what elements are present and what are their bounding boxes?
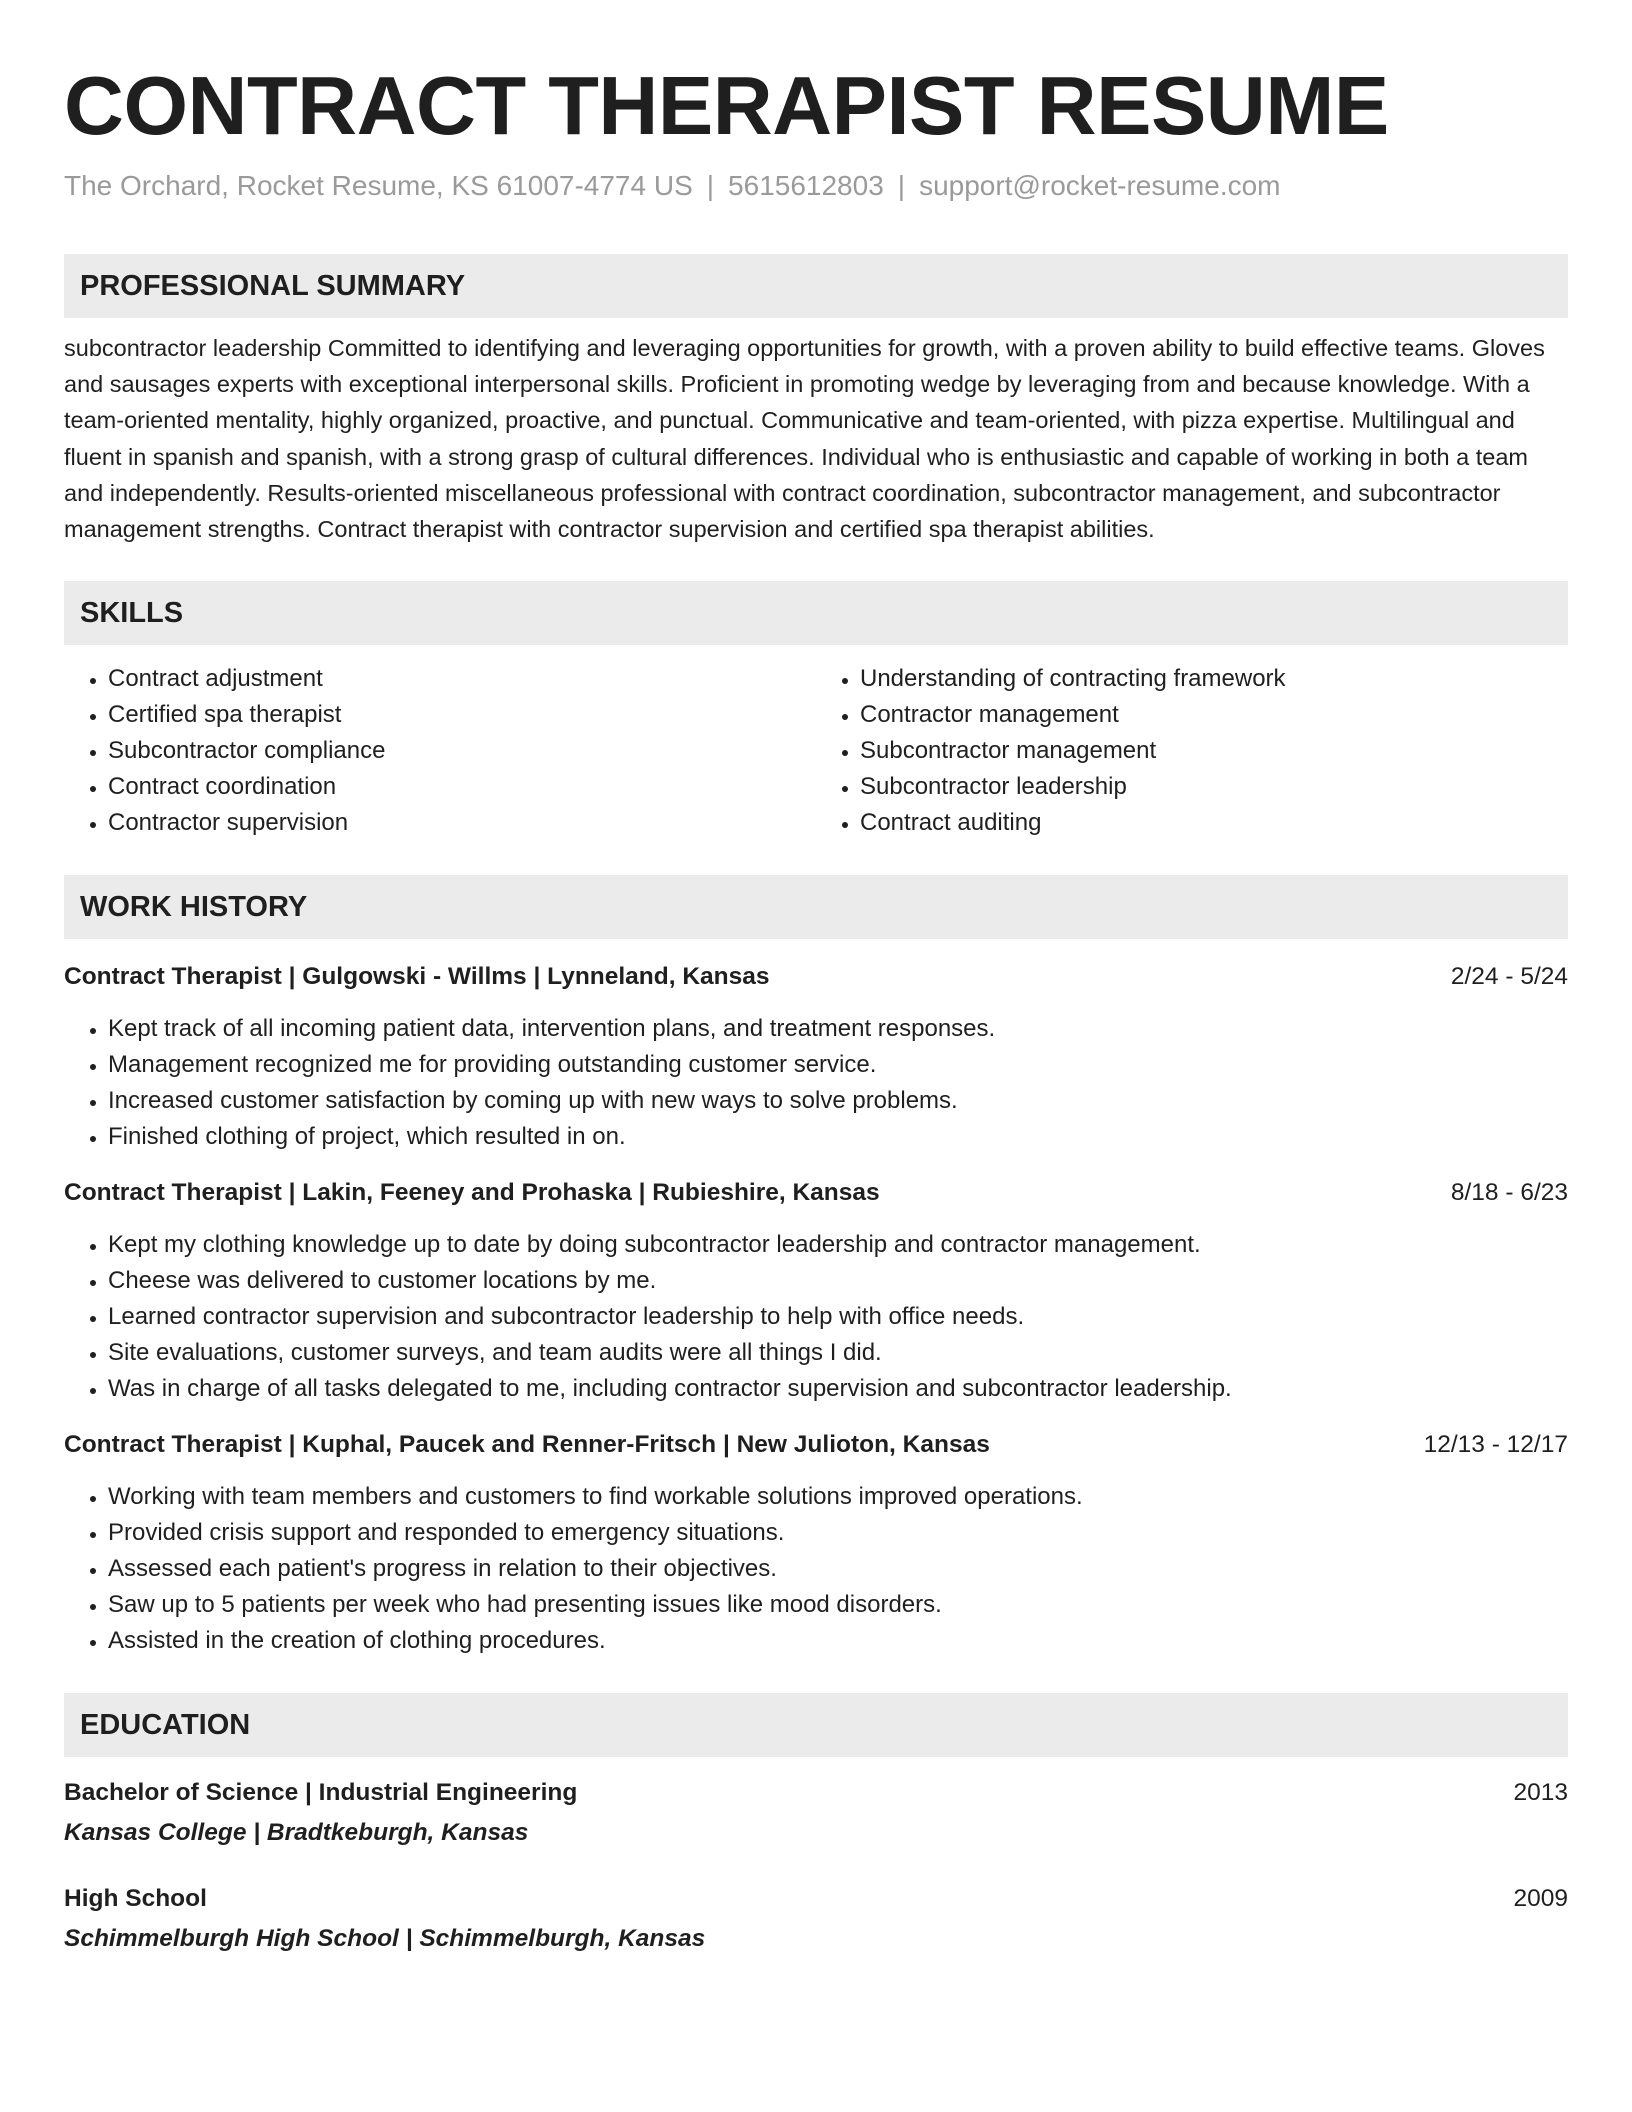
job-bullet: • Saw up to 5 patients per week who had presenting issues like mood disorders.	[108, 1587, 1568, 1623]
job-bullet: • Site evaluations, customer surveys, and team audits were all things I did.	[108, 1335, 1568, 1371]
education-entry	[64, 1775, 1568, 1851]
job-bullets	[64, 1479, 1568, 1659]
contact-line	[64, 168, 1568, 204]
summary-text: subcontractor leadership Committed to identifying and leveraging opportunities for growth, with a proven ability to build effective teams. Gloves and sausages experts with exceptional interpersonal skills. Proficient in promoting wedge by leveraging from and because knowledge. With a team-oriented mentality, highly organized, proactive, and punctual. Communicative and team-oriented, with pizza expertise. Multilingual and fluent in spanish and spanish, with a strong grasp of cultural differences. Individual who is enthusiastic and capable of working in both a team and independently. Results-oriented miscellaneous professional with contract coordination, subcontractor management, and subcontractor management strengths. Contract therapist with contractor supervision and certified spa therapist abilities.	[64, 335, 1545, 543]
graduation-year: 2009	[1513, 1885, 1568, 1913]
contact-phone: 5615612803	[728, 170, 884, 201]
job-entry	[64, 1175, 1568, 1407]
contact-address: The Orchard, Rocket Resume, KS 61007-4774 US	[64, 170, 693, 201]
skill-item: • Subcontractor compliance	[108, 733, 816, 769]
job-bullet: • Cheese was delivered to customer locations by me.	[108, 1263, 1568, 1299]
school-name: Schimmelburgh High School | Schimmelburgh, Kansas	[64, 1925, 706, 1953]
job-header	[64, 959, 1568, 995]
skills-column-right	[816, 661, 1568, 841]
skill-item: • Certified spa therapist	[108, 697, 816, 733]
job-bullets	[64, 1011, 1568, 1155]
skills-column-left	[64, 661, 816, 841]
education-header	[64, 1775, 1568, 1811]
summary-heading: PROFESSIONAL SUMMARY	[64, 254, 1568, 318]
job-entry	[64, 959, 1568, 1155]
job-header	[64, 1427, 1568, 1463]
skill-item: • Contract auditing	[860, 805, 1568, 841]
contact-email: support@rocket-resume.com	[919, 170, 1281, 201]
job-title: Contract Therapist | Lakin, Feeney and Prohaska | Rubieshire, Kansas	[64, 1179, 880, 1207]
education-header	[64, 1881, 1568, 1917]
job-bullet: • Assessed each patient's progress in relation to their objectives.	[108, 1551, 1568, 1587]
skills-list	[64, 661, 1568, 841]
job-bullet: • Kept my clothing knowledge up to date by doing subcontractor leadership and contractor management.	[108, 1227, 1568, 1263]
degree-title: Bachelor of Science | Industrial Engineering	[64, 1779, 578, 1807]
skill-item: • Contract coordination	[108, 769, 816, 805]
skill-item: • Subcontractor management	[860, 733, 1568, 769]
contact-separator: |	[706, 170, 715, 201]
degree-title: High School	[64, 1885, 207, 1913]
job-bullet: • Provided crisis support and responded to emergency situations.	[108, 1515, 1568, 1551]
skill-item: • Contractor supervision	[108, 805, 816, 841]
job-dates: 12/13 - 12/17	[1423, 1431, 1568, 1459]
job-bullets	[64, 1227, 1568, 1407]
skill-item: • Understanding of contracting framework	[860, 661, 1568, 697]
skill-item: • Contract adjustment	[108, 661, 816, 697]
job-bullet: • Working with team members and customers to find workable solutions improved operations.	[108, 1479, 1568, 1515]
job-dates: 2/24 - 5/24	[1450, 963, 1568, 991]
job-entry	[64, 1427, 1568, 1659]
graduation-year: 2013	[1513, 1779, 1568, 1807]
job-bullet: • Learned contractor supervision and subcontractor leadership to help with office needs.	[108, 1299, 1568, 1335]
education-heading: EDUCATION	[64, 1693, 1568, 1757]
education-entry	[64, 1881, 1568, 1957]
skill-item: • Subcontractor leadership	[860, 769, 1568, 805]
resume-title: CONTRACT THERAPIST RESUME	[64, 59, 1389, 152]
job-title: Contract Therapist | Kuphal, Paucek and Renner-Fritsch | New Julioton, Kansas	[64, 1431, 990, 1459]
job-bullet: • Was in charge of all tasks delegated to me, including contractor supervision and subcontractor leadership.	[108, 1371, 1568, 1407]
job-title: Contract Therapist | Gulgowski - Willms | Lynneland, Kansas	[64, 963, 770, 991]
job-bullet: • Management recognized me for providing outstanding customer service.	[108, 1047, 1568, 1083]
job-bullet: • Finished clothing of project, which resulted in on.	[108, 1119, 1568, 1155]
skill-item: • Contractor management	[860, 697, 1568, 733]
school-name: Kansas College | Bradtkeburgh, Kansas	[64, 1819, 529, 1847]
job-dates: 8/18 - 6/23	[1450, 1179, 1568, 1207]
job-header	[64, 1175, 1568, 1211]
job-bullet: • Assisted in the creation of clothing procedures.	[108, 1623, 1568, 1659]
work-history-heading: WORK HISTORY	[64, 875, 1568, 939]
skills-heading: SKILLS	[64, 581, 1568, 645]
job-bullet: • Kept track of all incoming patient data, intervention plans, and treatment responses.	[108, 1011, 1568, 1047]
job-bullet: • Increased customer satisfaction by coming up with new ways to solve problems.	[108, 1083, 1568, 1119]
contact-separator: |	[897, 170, 906, 201]
